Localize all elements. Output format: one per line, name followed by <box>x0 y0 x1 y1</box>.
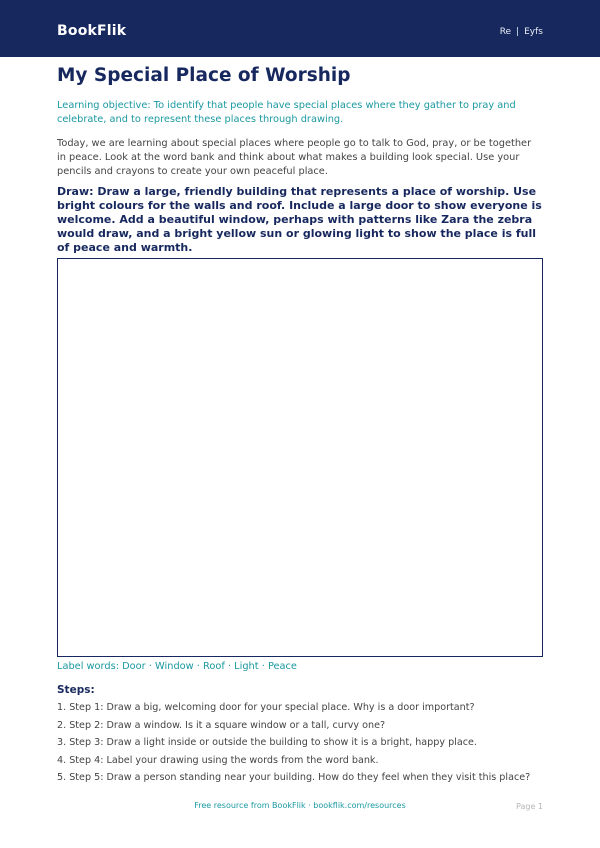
step-item: 2. Step 2: Draw a window. Is it a square window or a tall, curvy one? <box>57 719 386 731</box>
page-title: My Special Place of Worship <box>57 65 351 86</box>
subject-label: Re <box>499 27 512 37</box>
steps-heading: Steps: <box>57 684 95 696</box>
footer-credit[interactable]: Free resource from BookFlik · bookflik.com/resources <box>194 801 406 810</box>
step-item: 3. Step 3: Draw a light inside or outside the building to show it is a bright, happy place. <box>57 737 477 748</box>
drawing-instruction: Draw: Draw a large, friendly building that represents a place of worship. Use bright colours for the walls and roof. Include a large door to show everyone is welcome. Add a beautiful window, perhaps with patterns like Zara the zebra would draw, and a bright yellow sun or glowing light to show the place is full of peace and warmth. <box>57 185 542 254</box>
drawing-area[interactable] <box>57 258 543 657</box>
steps-list <box>57 701 530 789</box>
step-item: 1. Step 1: Draw a big, welcoming door for your special place. Why is a door important? <box>57 702 475 713</box>
step-item: 4. Step 4: Label your drawing using the words from the word bank. <box>57 754 379 766</box>
tag-separator: | <box>516 27 520 37</box>
page-number: Page 1 <box>516 802 543 811</box>
intro-paragraph: Today, we are learning about special places where people go to talk to God, pray, or be together in peace. Look at the word bank and think about what makes a building look special. Use your pencils and crayons to create your own peaceful place. <box>57 138 532 177</box>
step-item: 5. Step 5: Draw a person standing near your building. How do they feel when they visit this place? <box>57 772 531 783</box>
level-label: Eyfs <box>524 27 543 37</box>
header-bar <box>0 0 600 57</box>
brand-logo[interactable]: BookFlik <box>57 23 127 39</box>
learning-objective: Learning objective: To identify that people have special places where they gather to pray and celebrate, and to represent these places through drawing. <box>57 100 516 125</box>
word-bank: Label words: Door · Window · Roof · Light · Peace <box>57 661 297 672</box>
subject-tags <box>500 27 543 37</box>
